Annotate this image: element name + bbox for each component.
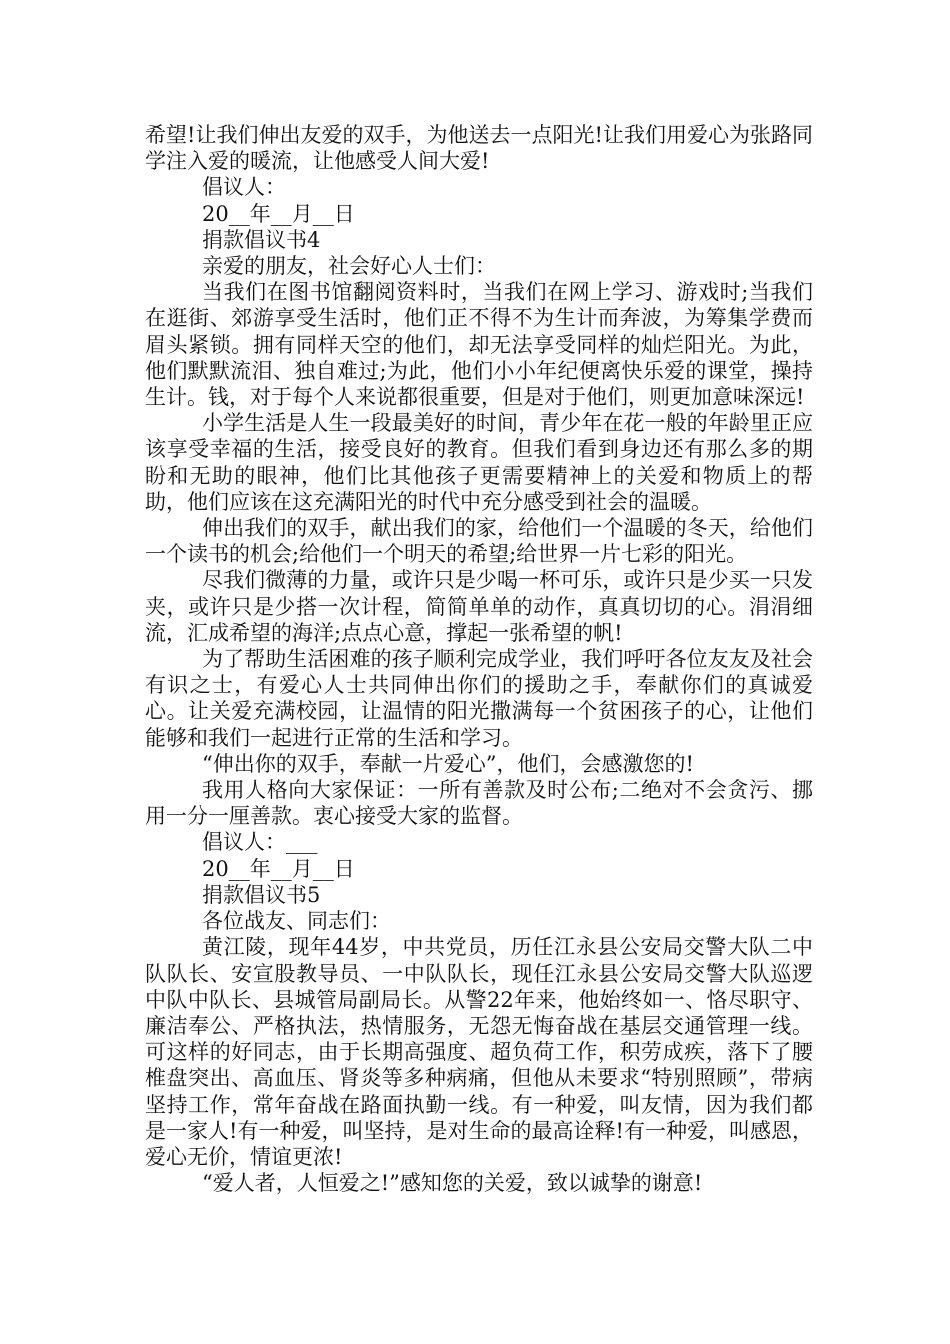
- date-line-2: 20__年__月__日: [202, 856, 355, 881]
- initiator-line-1: 倡议人：: [202, 175, 286, 200]
- paragraph-small-power: 尽我们微薄的力量，或许只是少喝一杯可乐，或许只是少买一只发夹，或许只是少搭一次计程，简简单单的动作，真真切切的心。涓涓细流，汇成希望的海洋;点点心意，撑起一张希望的帆!: [145, 568, 813, 645]
- date-line-1: 20__年__月__日: [202, 201, 355, 226]
- salutation-4: 亲爱的朋友，社会好心人士们：: [202, 254, 496, 279]
- paragraph-thanks: “爱人者，人恒爱之!”感知您的关爱，致以诚挚的谢意!: [202, 1171, 703, 1196]
- paragraph-huang-jiangling: 黄江陵，现年44岁，中共党员，历任江永县公安局交警大队二中队队长、安宣股教导员、一中队队长，现任江永县公安局交警大队巡逻中队中队长、县城管局副局长。从警22年来，他始终如一、恪尽职守、廉洁奉公、严格执法，热情服务，无怨无悔奋战在基层交通管理一线。可这样的好同志，由于长期高强度、超负荷工作，积劳成疾，落下了腰椎盘突出、高血压、肾炎等多种病痛，但他从未要求“特别照顾”，带病坚持工作，常年奋战在路面执勤一线。有一种爱，叫友情，因为我们都是一家人!有一种爱，叫坚持，是对生命的最高诠释!有一种爱，叫感恩，爱心无价，情谊更浓!: [145, 935, 813, 1169]
- initiator-line-2: 倡议人：___: [202, 830, 318, 855]
- paragraph-primary-school: 小学生活是人生一段最美好的时间，青少年在花一般的年龄里正应该享受幸福的生活，接受良好的教育。但我们看到身边还有那么多的期盼和无助的眼神，他们比其他孩子更需要精神上的关爱和物质上的帮助，他们应该在这充满阳光的时代中充分感受到社会的温暖。: [145, 411, 813, 514]
- paragraph-hands: 伸出我们的双手，献出我们的家，给他们一个温暖的冬天，给他们一个读书的机会;给他们一个明天的希望;给世界一片七彩的阳光。: [145, 516, 813, 567]
- paragraph-appeal: 为了帮助生活困难的孩子顺利完成学业，我们呼吁各位友友及社会有识之士，有爱心人士共同伸出你们的援助之手，奉献你们的真诚爱心。让关爱充满校园，让温情的阳光撒满每一个贫困孩子的心，让他们能够和我们一起进行正常的生活和学习。: [145, 647, 813, 750]
- paragraph-slogan: “伸出你的双手，奉献一片爱心”，他们，会感激您的!: [202, 751, 694, 776]
- section-title-5: 捐款倡议书5: [202, 882, 321, 907]
- document-body: [145, 122, 813, 1196]
- section-title-4: 捐款倡议书4: [202, 227, 321, 252]
- paragraph-library: 当我们在图书馆翻阅资料时，当我们在网上学习、游戏时;当我们在逛街、郊游享受生活时，他们正不得不为生计而奔波，为筹集学费而眉头紧锁。拥有同样天空的他们，却无法享受同样的灿烂阳光。为此，他们默默流泪、独自难过;为此，他们小小年纪便离快乐爱的课堂，操持生计。钱，对于每个人来说都很重要，但是对于他们，则更加意味深远!: [145, 280, 813, 410]
- salutation-5: 各位战友、同志们：: [202, 909, 391, 934]
- paragraph-guarantee: 我用人格向大家保证：一所有善款及时公布;二绝对不会贪污、挪用一分一厘善款。衷心接受大家的监督。: [145, 778, 813, 829]
- paragraph-hope: 希望!让我们伸出友爱的双手，为他送去一点阳光!让我们用爱心为张路同学注入爱的暖流，让他感受人间大爱!: [145, 123, 813, 174]
